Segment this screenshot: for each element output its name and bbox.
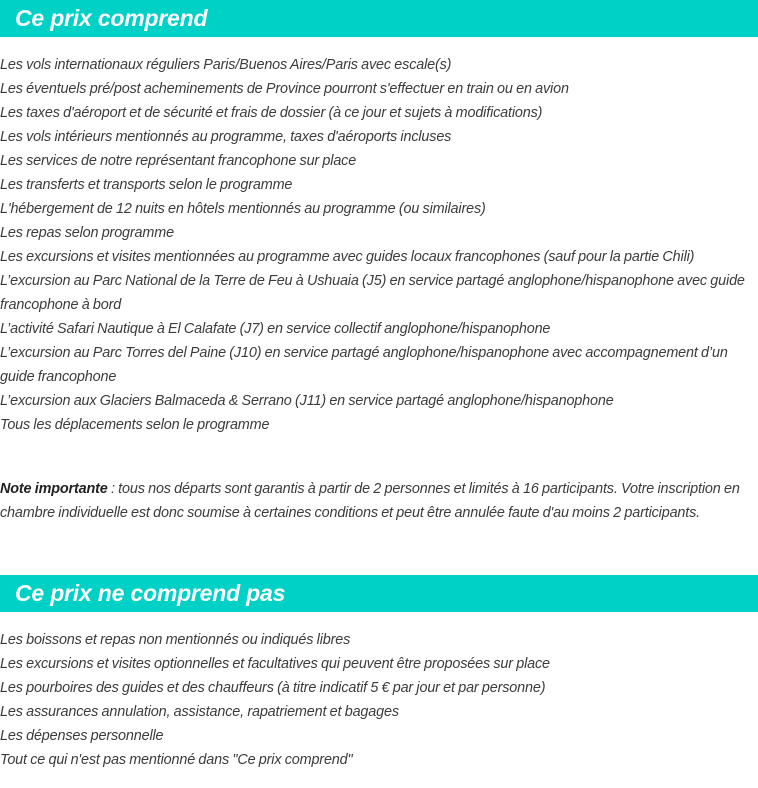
note-label: Note importante: [0, 481, 108, 497]
list-item: L’excursion au Parc Torres del Paine (J10) en service partagé anglophone/hispanophone avec accompagnement d’un guide francophone: [0, 345, 728, 385]
list-item: Les excursions et visites mentionnées au programme avec guides locaux francophones (sauf pour la partie Chili): [0, 249, 695, 265]
list-item: L’excursion au Parc National de la Terre de Feu à Ushuaia (J5) en service partagé anglophone/hispanophone avec guide francophone à bord: [0, 273, 745, 313]
list-item: L’excursion aux Glaciers Balmaceda & Serrano (J11) en service partagé anglophone/hispanophone: [0, 393, 614, 409]
list-item: Les vols internationaux réguliers Paris/Buenos Aires/Paris avec escale(s): [0, 57, 452, 73]
list-item: Les services de notre représentant francophone sur place: [0, 153, 357, 169]
section-header-excluded: [0, 575, 758, 612]
note-text: : tous nos départs sont garantis à partir de 2 personnes et limités à 16 participants. Votre inscription en chambre individuelle est donc soumise à certaines conditions et peut être annulée faute d'au moins 2 participants.: [0, 481, 740, 521]
list-item: Les repas selon programme: [0, 225, 174, 241]
list-item: Les dépenses personnelle: [0, 728, 164, 744]
list-item: Les vols intérieurs mentionnés au programme, taxes d'aéroports incluses: [0, 129, 452, 145]
list-item: Tous les déplacements selon le programme: [0, 417, 270, 433]
section-header-included: [0, 0, 758, 37]
included-list: [0, 53, 752, 437]
section-title-included: Ce prix comprend: [15, 5, 208, 31]
list-item: L'hébergement de 12 nuits en hôtels mentionnés au programme (ou similaires): [0, 201, 486, 217]
section-title-excluded: Ce prix ne comprend pas: [15, 580, 286, 606]
list-item: Tout ce qui n'est pas mentionné dans "Ce prix comprend": [0, 752, 353, 768]
list-item: Les taxes d'aéroport et de sécurité et frais de dossier (à ce jour et sujets à modifications): [0, 105, 543, 121]
list-item: Les transferts et transports selon le programme: [0, 177, 293, 193]
important-note: [0, 477, 750, 525]
list-item: Les excursions et visites optionnelles et facultatives qui peuvent être proposées sur place: [0, 656, 550, 672]
list-item: Les boissons et repas non mentionnés ou indiqués libres: [0, 632, 351, 648]
list-item: Les pourboires des guides et des chauffeurs (à titre indicatif 5 € par jour et par personne): [0, 680, 546, 696]
excluded-list: [0, 628, 752, 772]
list-item: Les assurances annulation, assistance, rapatriement et bagages: [0, 704, 399, 720]
list-item: L’activité Safari Nautique à El Calafate (J7) en service collectif anglophone/hispanophone: [0, 321, 551, 337]
list-item: Les éventuels pré/post acheminements de Province pourront s'effectuer en train ou en avion: [0, 81, 569, 97]
